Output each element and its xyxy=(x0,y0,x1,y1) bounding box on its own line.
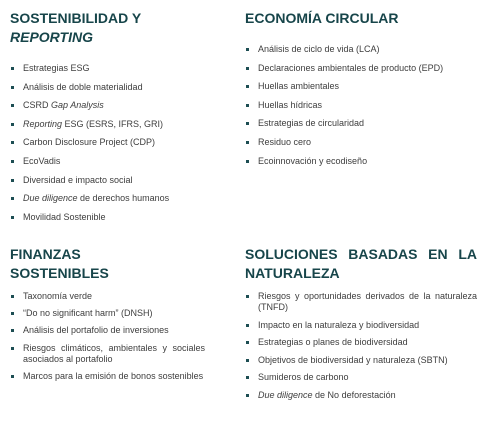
list-item xyxy=(10,63,215,74)
item-list xyxy=(10,291,205,382)
bullet-icon xyxy=(246,104,249,107)
item-text: Riesgos climáticos, ambientales y sociales asociados al portafolio xyxy=(23,342,205,364)
bullet-icon xyxy=(246,141,249,144)
bullet-icon xyxy=(246,359,249,362)
list-item xyxy=(10,100,215,111)
bullet-icon xyxy=(11,216,14,219)
item-text: Objetivos de biodiversidad y naturaleza (SBTN) xyxy=(258,354,448,365)
item-text: Análisis de ciclo de vida (LCA) xyxy=(258,44,380,54)
heading-line: ECONOMÍA CIRCULAR xyxy=(245,10,399,26)
section-sostenibilidad-reporting xyxy=(10,9,215,230)
section-heading xyxy=(245,9,475,28)
section-heading xyxy=(245,245,477,283)
list-item xyxy=(245,137,475,148)
bullet-icon xyxy=(11,86,14,89)
bullet-icon xyxy=(246,341,249,344)
list-item xyxy=(10,291,205,302)
bullet-icon xyxy=(11,347,14,350)
item-text: Carbon Disclosure Project (CDP) xyxy=(23,137,156,148)
item-text: Análisis de doble materialidad xyxy=(23,81,143,92)
item-text: Taxonomía verde xyxy=(23,291,93,301)
bullet-icon xyxy=(246,48,249,51)
bullet-icon xyxy=(246,376,249,379)
list-item xyxy=(245,355,477,366)
item-text: Huellas ambientales xyxy=(258,81,340,92)
item-list xyxy=(10,63,215,223)
list-item xyxy=(10,325,205,336)
bullet-icon xyxy=(11,160,14,163)
bullet-icon xyxy=(11,123,14,126)
section-economia-circular xyxy=(245,9,475,174)
bullet-icon xyxy=(246,67,249,70)
list-item xyxy=(10,175,215,186)
list-item xyxy=(10,343,205,365)
section-finanzas-sostenibles xyxy=(10,245,205,388)
list-item xyxy=(245,81,475,92)
item-text: Estrategias de circularidad xyxy=(258,118,365,129)
item-list xyxy=(245,291,477,401)
list-item xyxy=(10,308,205,319)
list-item xyxy=(10,137,215,148)
item-text: Huellas hídricas xyxy=(258,99,323,110)
item-text-italic: Gap Analysis xyxy=(51,100,104,111)
list-item xyxy=(10,193,215,204)
item-text: Sumideros de carbono xyxy=(258,372,349,383)
item-text: de No deforestación xyxy=(312,389,396,400)
list-item xyxy=(10,119,215,130)
bullet-icon xyxy=(246,160,249,163)
bullet-icon xyxy=(246,122,249,125)
item-text: “Do no significant harm” (DNSH) xyxy=(23,308,153,319)
item-text-italic: Reporting xyxy=(23,118,63,129)
item-text: Riesgos y oportunidades derivados de la naturaleza (TNFD) xyxy=(258,291,477,312)
item-text: Declaraciones ambientales de producto (EPD) xyxy=(258,62,444,73)
item-list xyxy=(245,44,475,167)
bullet-icon xyxy=(11,104,14,107)
bullet-icon xyxy=(11,67,14,70)
item-text: Residuo cero xyxy=(258,136,312,147)
section-heading xyxy=(10,9,215,47)
item-text: de derechos humanos xyxy=(77,193,170,204)
list-item xyxy=(245,100,475,111)
list-item xyxy=(10,212,215,223)
heading-line: SOSTENIBILIDAD Y xyxy=(10,10,142,26)
list-item xyxy=(245,291,477,313)
item-text: EcoVadis xyxy=(23,155,61,166)
bullet-icon xyxy=(11,329,14,332)
list-item xyxy=(10,156,215,167)
list-item xyxy=(245,320,477,331)
bullet-icon xyxy=(246,295,249,298)
list-item xyxy=(245,118,475,129)
item-text: Marcos para la emisión de bonos sostenibles xyxy=(23,370,204,381)
item-text: Estrategias ESG xyxy=(23,63,90,73)
item-text: Análisis del portafolio de inversiones xyxy=(23,325,169,336)
item-text: Impacto en la naturaleza y biodiversidad xyxy=(258,319,420,330)
heading-line: SOLUCIONES BASADAS EN LA xyxy=(245,246,477,262)
item-text: Ecoinnovación y ecodiseño xyxy=(258,155,368,166)
list-item xyxy=(245,372,477,383)
list-item xyxy=(245,390,477,401)
item-text: Movilidad Sostenible xyxy=(23,211,106,222)
bullet-icon xyxy=(11,375,14,378)
bullet-icon xyxy=(246,394,249,397)
item-text: ESG (ESRS, IFRS, GRI) xyxy=(62,118,164,129)
heading-line: REPORTING xyxy=(10,29,93,45)
section-soluciones-naturaleza xyxy=(245,245,477,408)
bullet-icon xyxy=(11,197,14,200)
item-text-italic: Due diligence xyxy=(258,389,313,400)
item-text: Estrategias o planes de biodiversidad xyxy=(258,337,408,348)
list-item xyxy=(10,371,205,382)
list-item xyxy=(245,337,477,348)
list-item xyxy=(245,156,475,167)
bullet-icon xyxy=(246,85,249,88)
list-item xyxy=(245,63,475,74)
list-item xyxy=(10,82,215,93)
item-text-italic: Due diligence xyxy=(23,193,78,204)
bullet-icon xyxy=(11,179,14,182)
bullet-icon xyxy=(11,312,14,315)
heading-line: FINANZAS xyxy=(10,246,81,262)
heading-line: SOSTENIBLES xyxy=(10,265,109,281)
item-text: Diversidad e impacto social xyxy=(23,174,133,185)
item-text: CSRD xyxy=(23,100,52,111)
bullet-icon xyxy=(11,295,14,298)
list-item xyxy=(245,44,475,55)
section-heading xyxy=(10,245,205,283)
heading-line: NATURALEZA xyxy=(245,265,340,281)
bullet-icon xyxy=(246,324,249,327)
bullet-icon xyxy=(11,141,14,144)
